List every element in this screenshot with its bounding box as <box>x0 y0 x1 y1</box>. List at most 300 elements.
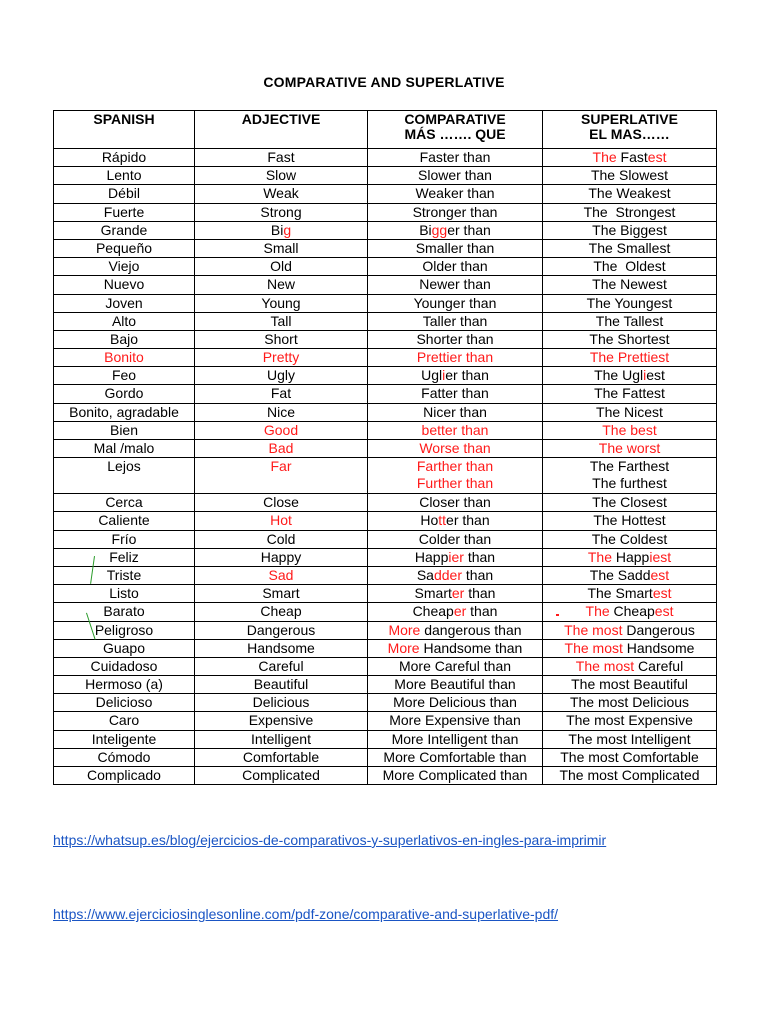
cell-superlative <box>543 440 717 458</box>
cell-text: More Delicious than <box>393 694 517 711</box>
cell-text: Prettier than <box>416 349 494 366</box>
cell-text: Guapo <box>102 639 146 656</box>
cell-spanish <box>54 676 195 694</box>
cell-text: Faster than <box>419 149 491 165</box>
cell-spanish <box>54 548 195 566</box>
cell-text: More Comfortable than <box>383 748 527 765</box>
cell-text: er than <box>445 367 489 384</box>
comparative-table <box>53 110 717 785</box>
cell-adjective <box>195 730 368 748</box>
cell-text: Rápido <box>101 149 147 165</box>
cell-text: Old <box>270 258 292 275</box>
table-row <box>54 385 717 403</box>
cell-superlative <box>543 221 717 239</box>
cell-text: The Ugl <box>594 367 644 384</box>
table-row <box>54 494 717 512</box>
cell-spanish <box>54 530 195 548</box>
cell-text: Bad <box>268 440 294 456</box>
cell-text: Small <box>263 239 299 256</box>
cell-text: Joven <box>105 294 143 311</box>
cell-spanish <box>54 294 195 312</box>
cell-text: Delicioso <box>95 694 153 711</box>
cell-comparative <box>368 349 543 367</box>
cell-text: dder <box>433 566 462 583</box>
cell-text: The most Expensive <box>566 712 693 729</box>
cell-text: Newer than <box>419 276 491 293</box>
cell-adjective <box>195 385 368 403</box>
cell-comparative <box>368 294 543 312</box>
cell-text: better than <box>421 421 489 438</box>
table-row <box>54 203 717 221</box>
cell-text: The Closest <box>592 494 667 511</box>
cell-text: The Oldest <box>593 258 666 275</box>
cell-comparative <box>368 258 543 276</box>
cell-text: Colder than <box>418 530 492 547</box>
cell-text: Careful <box>258 657 304 674</box>
cell-text: Handsome than <box>419 639 523 656</box>
cell-spanish <box>54 330 195 348</box>
cell-text: Short <box>264 330 298 347</box>
cell-text: The Weakest <box>588 185 671 202</box>
table-row <box>54 403 717 421</box>
table-row <box>54 330 717 348</box>
reference-link-whatsup[interactable]: https://whatsup.es/blog/ejercicios-de-comparativos-y-superlativos-en-ingles-para-imprimir <box>53 832 607 848</box>
cell-text: Bonito <box>104 349 144 366</box>
cell-superlative <box>543 494 717 512</box>
cell-text: gg <box>431 221 448 238</box>
cell-text: Cómodo <box>97 748 151 765</box>
cell-spanish <box>54 276 195 294</box>
cell-text: The most Complicated <box>559 767 700 783</box>
cell-superlative <box>543 294 717 312</box>
cell-text: Peligroso <box>94 621 154 638</box>
cell-text: The <box>585 603 610 620</box>
cell-superlative <box>543 167 717 185</box>
cell-adjective <box>195 657 368 675</box>
cell-superlative <box>543 239 717 257</box>
cell-text: Fuerte <box>103 203 145 220</box>
cell-text: Fatter than <box>421 385 489 402</box>
cell-superlative <box>543 185 717 203</box>
cell-adjective <box>195 512 368 530</box>
cell-spanish <box>54 712 195 730</box>
table-row <box>54 712 717 730</box>
cell-comparative <box>368 712 543 730</box>
cell-text: Ugl <box>421 367 443 384</box>
cell-adjective <box>195 403 368 421</box>
cell-spanish <box>54 730 195 748</box>
cell-text: The Biggest <box>592 221 667 238</box>
cell-superlative <box>543 385 717 403</box>
cell-comparative <box>368 330 543 348</box>
cell-text: Cheap <box>412 603 454 620</box>
cell-text: tt <box>438 512 447 529</box>
cell-text: Cold <box>266 530 296 547</box>
reference-link-ejercicios[interactable]: https://www.ejerciciosinglesonline.com/pdf-zone/comparative-and-superlative-pdf/ <box>53 906 559 922</box>
cell-text: Far <box>270 458 292 475</box>
table-row <box>54 621 717 639</box>
cell-text: er <box>453 603 467 620</box>
cell-text: Intelligent <box>251 730 311 747</box>
cell-adjective <box>195 149 368 167</box>
cell-text: est <box>654 603 674 620</box>
cell-adjective <box>195 367 368 385</box>
cell-text: Triste <box>106 566 142 583</box>
cell-comparative <box>368 312 543 330</box>
cell-text: Caliente <box>98 512 150 529</box>
table-header-row <box>54 111 717 149</box>
header-spanish: SPANISH <box>54 111 195 149</box>
cell-text: The Sadd <box>589 566 651 583</box>
cell-text: Cheap <box>609 603 655 620</box>
cell-text: Weaker than <box>415 185 495 202</box>
cell-adjective <box>195 494 368 512</box>
cell-comparative <box>368 167 543 185</box>
cell-adjective <box>195 440 368 458</box>
cell-spanish <box>54 221 195 239</box>
cell-superlative <box>543 530 717 548</box>
cell-text: dangerous than <box>420 621 522 638</box>
cell-text: Mal /malo <box>93 440 155 456</box>
table-row <box>54 676 717 694</box>
cell-text: More Beautiful than <box>394 676 516 693</box>
cell-adjective <box>195 349 368 367</box>
cell-comparative <box>368 421 543 439</box>
cell-adjective <box>195 748 368 766</box>
cell-comparative <box>368 566 543 584</box>
cell-spanish <box>54 385 195 403</box>
cell-text: Complicated <box>242 767 320 783</box>
cell-text: More <box>388 621 421 638</box>
cell-spanish <box>54 621 195 639</box>
cell-text: Happy <box>260 548 302 565</box>
cell-comparative <box>368 239 543 257</box>
cell-text: Frío <box>111 530 137 547</box>
table-row <box>54 657 717 675</box>
table-row <box>54 239 717 257</box>
cell-spanish <box>54 149 195 167</box>
cell-comparative <box>368 639 543 657</box>
cell-text: The Shortest <box>589 330 670 347</box>
cell-superlative <box>543 258 717 276</box>
cell-spanish <box>54 494 195 512</box>
cell-text: Cerca <box>105 494 143 511</box>
cell-superlative <box>543 603 717 621</box>
cell-adjective <box>195 421 368 439</box>
cell-text: New <box>266 276 295 293</box>
cell-text: Bajo <box>109 330 139 347</box>
cell-adjective <box>195 548 368 566</box>
cell-text: Fat <box>270 385 292 402</box>
cell-text: More Intelligent than <box>391 730 519 747</box>
table-row <box>54 149 717 167</box>
cell-spanish <box>54 349 195 367</box>
cell-spanish <box>54 367 195 385</box>
cell-text: than <box>466 603 498 620</box>
header-comparative: COMPARATIVE MÁS ……. QUE <box>368 111 543 149</box>
cell-comparative <box>368 767 543 785</box>
cell-text: Complicado <box>87 767 161 783</box>
cell-comparative <box>368 494 543 512</box>
cell-comparative <box>368 385 543 403</box>
cell-superlative <box>543 712 717 730</box>
cell-comparative <box>368 367 543 385</box>
cell-text: est <box>646 367 665 384</box>
cell-text: Closer than <box>419 494 491 511</box>
cell-superlative <box>543 621 717 639</box>
cell-text: Viejo <box>108 258 140 275</box>
cell-text: Close <box>263 494 299 511</box>
cell-superlative <box>543 694 717 712</box>
table-row <box>54 730 717 748</box>
cell-adjective <box>195 258 368 276</box>
cell-text: er than <box>446 512 490 529</box>
cell-text: The worst <box>598 440 661 456</box>
cell-text: Feo <box>111 367 137 384</box>
cell-text: Gordo <box>104 385 144 402</box>
cell-text: Dangerous <box>246 621 316 638</box>
cell-text: Smart <box>414 585 452 602</box>
cell-superlative <box>543 657 717 675</box>
cell-text: Happ <box>611 548 650 565</box>
cell-adjective <box>195 603 368 621</box>
table-row <box>54 276 717 294</box>
cell-text: The Fattest <box>594 385 665 402</box>
cell-spanish <box>54 458 195 494</box>
cell-text: Slow <box>265 167 297 184</box>
cell-text: Older than <box>422 258 488 275</box>
cell-text: Lento <box>106 167 142 184</box>
table-row <box>54 639 717 657</box>
cell-text: Beautiful <box>253 676 309 693</box>
cell-spanish <box>54 440 195 458</box>
cell-superlative <box>543 548 717 566</box>
cell-text: er than <box>447 221 491 238</box>
cell-text: The most <box>564 639 623 656</box>
cell-text: Cheap <box>260 603 302 620</box>
red-dot-mark <box>556 614 559 616</box>
cell-comparative <box>368 221 543 239</box>
table-row <box>54 748 717 766</box>
cell-adjective <box>195 621 368 639</box>
cell-text: Slower than <box>418 167 492 184</box>
cell-superlative <box>543 276 717 294</box>
cell-text: Young <box>261 294 301 311</box>
cell-text: Nice <box>266 403 295 420</box>
cell-comparative <box>368 676 543 694</box>
cell-text: Handsome <box>247 639 315 656</box>
cell-text: The Strongest <box>583 203 676 220</box>
cell-text: More Complicated than <box>382 767 528 783</box>
cell-adjective <box>195 167 368 185</box>
cell-comparative <box>368 603 543 621</box>
cell-adjective <box>195 330 368 348</box>
cell-text: Farther than <box>416 458 494 475</box>
cell-spanish <box>54 767 195 785</box>
table-row <box>54 566 717 584</box>
table-body <box>54 149 717 785</box>
cell-adjective <box>195 712 368 730</box>
cell-comparative <box>368 403 543 421</box>
cell-adjective <box>195 221 368 239</box>
cell-superlative <box>543 676 717 694</box>
cell-text: Happ <box>414 548 449 565</box>
cell-text: g <box>283 221 292 238</box>
cell-adjective <box>195 458 368 494</box>
cell-text: Handsome <box>622 639 695 656</box>
cell-text: than <box>463 548 496 565</box>
cell-text: Barato <box>103 603 145 620</box>
cell-text: than <box>464 585 496 602</box>
cell-text: er <box>451 585 465 602</box>
cell-spanish <box>54 421 195 439</box>
cell-superlative <box>543 421 717 439</box>
cell-text: The most Comfortable <box>560 748 699 765</box>
cell-text: Bien <box>109 421 139 438</box>
cell-text: Worse than <box>419 440 491 456</box>
cell-spanish <box>54 639 195 657</box>
cell-comparative <box>368 512 543 530</box>
cell-text: The most Intelligent <box>568 730 691 747</box>
table-row <box>54 185 717 203</box>
cell-text: Further than <box>416 475 494 492</box>
cell-text: Lejos <box>107 458 141 475</box>
cell-text: Débil <box>108 185 140 202</box>
cell-comparative <box>368 276 543 294</box>
cell-spanish <box>54 167 195 185</box>
cell-text: Ugly <box>266 367 295 384</box>
cell-adjective <box>195 312 368 330</box>
cell-spanish <box>54 512 195 530</box>
cell-text: Hermoso (a) <box>85 676 163 693</box>
cell-text: Younger than <box>413 294 497 311</box>
cell-comparative <box>368 548 543 566</box>
cell-text: Pretty <box>262 349 300 366</box>
table-row <box>54 694 717 712</box>
table-row <box>54 585 717 603</box>
cell-adjective <box>195 676 368 694</box>
cell-superlative <box>543 149 717 167</box>
cell-text: Comfortable <box>242 748 320 765</box>
cell-text: The most <box>575 657 635 674</box>
table-row <box>54 367 717 385</box>
header-superlative: SUPERLATIVE EL MAS…… <box>543 111 717 149</box>
cell-text: Alto <box>111 312 137 329</box>
cell-superlative <box>543 639 717 657</box>
cell-adjective <box>195 566 368 584</box>
cell-text: Delicious <box>252 694 310 711</box>
cell-comparative <box>368 458 543 494</box>
cell-adjective <box>195 639 368 657</box>
cell-text: Cuidadoso <box>90 657 158 674</box>
cell-superlative <box>543 585 717 603</box>
cell-adjective <box>195 530 368 548</box>
document-title: COMPARATIVE AND SUPERLATIVE <box>263 74 505 90</box>
cell-text: Weak <box>263 185 299 202</box>
cell-text: Shorter than <box>416 330 494 347</box>
cell-spanish <box>54 239 195 257</box>
cell-adjective <box>195 585 368 603</box>
cell-superlative <box>543 330 717 348</box>
cell-comparative <box>368 530 543 548</box>
cell-text: iest <box>649 548 672 565</box>
cell-text: Tall <box>270 312 292 329</box>
table-row <box>54 767 717 785</box>
table-row <box>54 458 717 494</box>
cell-text: The Nicest <box>596 403 663 420</box>
cell-text: Ho <box>420 512 439 529</box>
table-row <box>54 167 717 185</box>
cell-text: Nuevo <box>103 276 145 293</box>
cell-text: Grande <box>100 221 148 238</box>
cell-superlative <box>543 458 717 494</box>
cell-text: Stronger than <box>412 203 498 220</box>
cell-text: The Newest <box>592 276 667 293</box>
cell-comparative <box>368 185 543 203</box>
cell-text: Hot <box>270 512 292 529</box>
cell-spanish <box>54 748 195 766</box>
cell-text: Nicer than <box>423 403 487 420</box>
table-row <box>54 221 717 239</box>
cell-adjective <box>195 767 368 785</box>
cell-text: More Expensive than <box>389 712 521 729</box>
cell-superlative <box>543 203 717 221</box>
table-row <box>54 603 717 621</box>
cell-superlative <box>543 767 717 785</box>
header-adjective: ADJECTIVE <box>195 111 368 149</box>
table-row <box>54 512 717 530</box>
cell-spanish <box>54 603 195 621</box>
cell-text: Taller than <box>422 312 488 329</box>
table-row <box>54 548 717 566</box>
cell-text: Feliz <box>109 548 139 565</box>
cell-text: Smaller than <box>415 239 495 256</box>
table-row <box>54 349 717 367</box>
cell-text: The Farthest <box>589 458 670 475</box>
cell-comparative <box>368 748 543 766</box>
table-row <box>54 530 717 548</box>
cell-comparative <box>368 694 543 712</box>
cell-text: Good <box>263 421 299 438</box>
cell-spanish <box>54 185 195 203</box>
cell-superlative <box>543 748 717 766</box>
cell-text: The most Delicious <box>569 694 690 711</box>
table-row <box>54 258 717 276</box>
cell-superlative <box>543 349 717 367</box>
cell-text: Inteligente <box>91 730 157 747</box>
cell-superlative <box>543 730 717 748</box>
cell-text: The most <box>564 621 623 638</box>
cell-adjective <box>195 239 368 257</box>
cell-adjective <box>195 694 368 712</box>
cell-superlative <box>543 566 717 584</box>
cell-comparative <box>368 730 543 748</box>
cell-text: More Careful than <box>398 657 512 674</box>
cell-adjective <box>195 185 368 203</box>
cell-comparative <box>368 657 543 675</box>
cell-adjective <box>195 294 368 312</box>
cell-text: Smart <box>262 585 300 602</box>
cell-comparative <box>368 149 543 167</box>
cell-text: est <box>652 585 672 602</box>
cell-spanish <box>54 566 195 584</box>
cell-adjective <box>195 203 368 221</box>
cell-spanish <box>54 258 195 276</box>
cell-text: The Prettiest <box>589 349 670 366</box>
cell-text: Bi <box>270 221 284 238</box>
cell-text: The Coldest <box>591 530 668 547</box>
cell-comparative <box>368 203 543 221</box>
